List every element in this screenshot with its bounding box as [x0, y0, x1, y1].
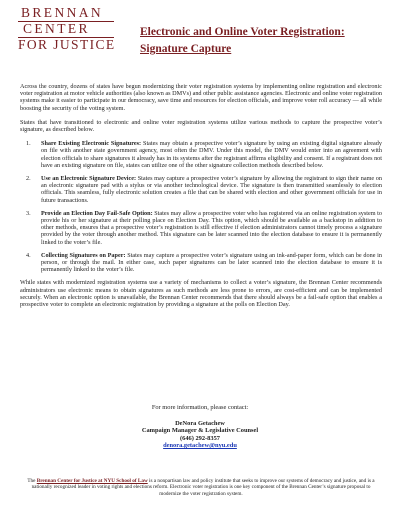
list-body: States may capture a prospective voter’s signature by allowing the registrant to sign their name on an electronic signature pad with a stylus or via another technological device. The signature is then transmitted seamlessly to election officials. This seamless, fully electronic solution creates a file that can be shared with election and other government officials for use in future transactions.: [41, 175, 382, 204]
contact-email-link[interactable]: denora.getachew@nyu.edu: [163, 442, 237, 450]
list-item: [20, 210, 382, 246]
document-body: [20, 83, 382, 315]
footer-note: [20, 478, 382, 497]
list-text: [37, 175, 382, 204]
list-body: States may obtain a prospective voter’s signature by using an existing digital signature already on file with another state government agency, most often the DMV. Under this model, the DMV would enter into an agreement with election officials to share signatures it already has in its systems after the registrant affirms eligibility and consent. If a registrant does not have an existing signature on file, states can utilize one of the other signature collection methods described below.: [41, 140, 382, 169]
list-text: [37, 140, 382, 169]
contact-phone: (646) 292-8357: [180, 434, 220, 442]
list-item: [20, 140, 382, 169]
intro-paragraph: Across the country, dozens of states have begun modernizing their voter registration systems by implementing online registration and electronic voter registration at motor vehicle authorities (also known as DMVs) and other public assistance agencies. Electronic and online voter registration systems make it easier to participate in our democracy, save time and resources for election officials, and improve voter roll accuracy — all while boosting the security of the voting system.: [20, 83, 382, 112]
list-item: [20, 252, 382, 274]
list-heading: Use an Electronic Signature Device:: [41, 175, 137, 183]
contact-role: Campaign Manager & Legislative Counsel: [141, 427, 259, 435]
lead-paragraph: States that have transitioned to electronic and online voter registration systems utilize various methods to capture the prospective voter’s signature, as described below.: [20, 118, 382, 134]
list-item: [20, 175, 382, 204]
list-number: 1.: [26, 140, 31, 148]
document-title: [140, 24, 390, 58]
list-heading: Provide an Election Day Fail-Safe Option:: [41, 209, 153, 217]
list-text: [37, 252, 382, 274]
list-text: [37, 210, 382, 246]
list-heading: Collecting Signatures on Paper:: [41, 251, 126, 259]
footer-org-link[interactable]: Brennan Center for Justice at NYU School of Law: [36, 478, 148, 484]
list-heading: Share Existing Electronic Signatures:: [41, 140, 142, 148]
contact-block: [0, 404, 400, 450]
logo-line-2: CENTER: [23, 21, 90, 36]
brennan-center-logo: [18, 6, 118, 52]
footer-pre: The: [27, 478, 37, 484]
list-body: States may allow a prospective voter who has registered via an online registration system to provide his or her signature at their polling place on Election Day. This option, which should be available as a backstop in addition to other methods, ensures that a prospective voter’s registration is still effective if election administrators cannot timely process a signature provided by the voter through another method. This signature can be later scanned into the election database to ensure it is permanently linked to the voter’s file.: [41, 209, 382, 246]
closing-paragraph: While states with modernized registration systems use a variety of mechanisms to collect a voter’s signature, the Brennan Center recommends administrators use electronic means to obtain signatures as such methods are less prone to errors, are cost-efficient and can be implemented securely. When an electronic option is unavailable, the Brennan Center recommends that there should always be a fail-safe option that enables a prospective voter to complete an electronic registration by providing a signature at the polls on Election Day.: [20, 279, 382, 309]
contact-intro: For more information, please contact:: [151, 404, 249, 411]
list-number: 4.: [26, 251, 31, 259]
footer-post: is a nonpartisan law and policy institute that seeks to improve our systems of democracy and justice, and is a nationally recognized leader in voting rights and elections reform. Electronic voter registration is one key component of the Brennan Center’s signature proposal to modernize the voter registration system.: [31, 478, 375, 497]
logo-line-1: BRENNAN: [21, 5, 104, 20]
logo-line-3: FOR JUSTICE: [18, 37, 116, 52]
title-line-1: Electronic and Online Voter Registration:: [140, 26, 345, 38]
list-number: 3.: [26, 209, 31, 217]
title-line-2: Signature Capture: [140, 43, 232, 55]
list-number: 2.: [26, 175, 31, 183]
contact-name: DeNora Getachew: [175, 419, 225, 427]
list-body: States may capture a prospective voter’s signature using an ink-and-paper form, which can be done in person, or through the mail. In either case, such paper signatures can be later scanned into the election database to ensure it is permanently linked to the voter’s file.: [41, 251, 382, 274]
methods-list: [20, 140, 382, 273]
